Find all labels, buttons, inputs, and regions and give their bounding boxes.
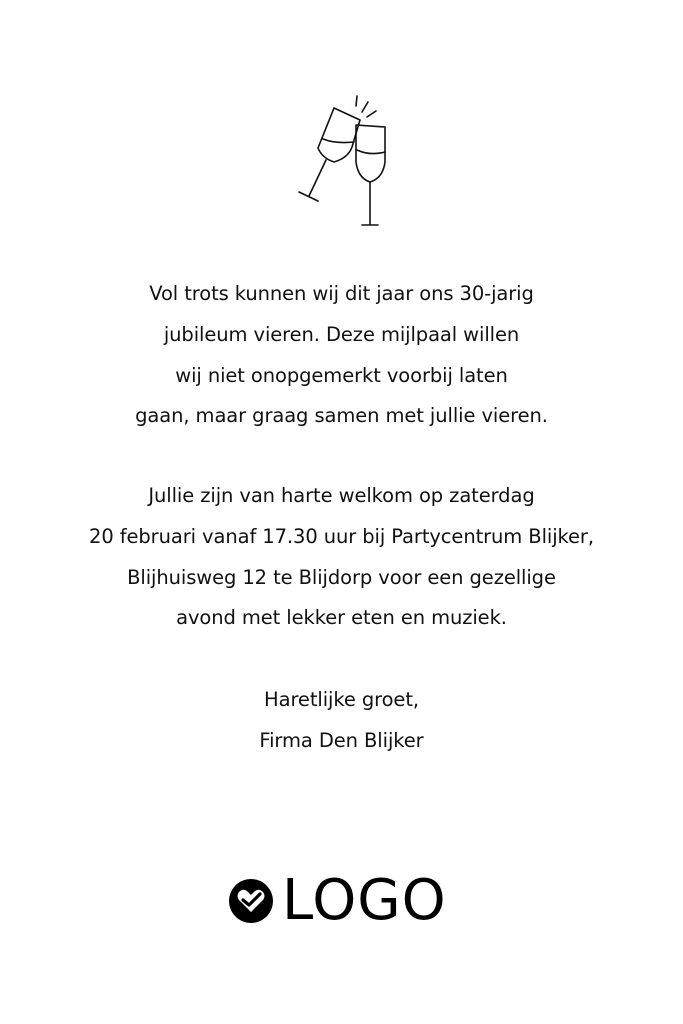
greeting-line: Haretlijke groet,	[264, 688, 419, 711]
sender-name: Firma Den Blijker	[259, 728, 424, 752]
logo-text: LOGO	[282, 868, 447, 933]
text-line: wij niet onopgemerkt voorbij laten	[175, 363, 508, 387]
text-line: Jullie zijn van harte welkom op zaterdag	[148, 484, 535, 507]
champagne-toast-icon	[290, 92, 394, 232]
text-line: Vol trots kunnen wij dit jaar ons 30-jarig	[149, 282, 534, 305]
text-line: 20 februari vanaf 17.30 uur bij Partycentrum Blijker,	[89, 524, 594, 548]
text-line: jubileum vieren. Deze mijlpaal willen	[163, 322, 520, 346]
details-paragraph	[0, 476, 683, 639]
text-line: avond met lekker eten en muziek.	[176, 606, 507, 630]
text-line: Blijhuisweg 12 te Blijdorp voor een gezellige	[127, 565, 556, 589]
intro-paragraph	[0, 274, 683, 437]
heart-check-logo-icon	[228, 878, 274, 924]
text-line: gaan, maar graag samen met jullie vieren.	[135, 404, 548, 428]
closing-signature	[0, 680, 683, 762]
company-logo	[228, 868, 468, 934]
